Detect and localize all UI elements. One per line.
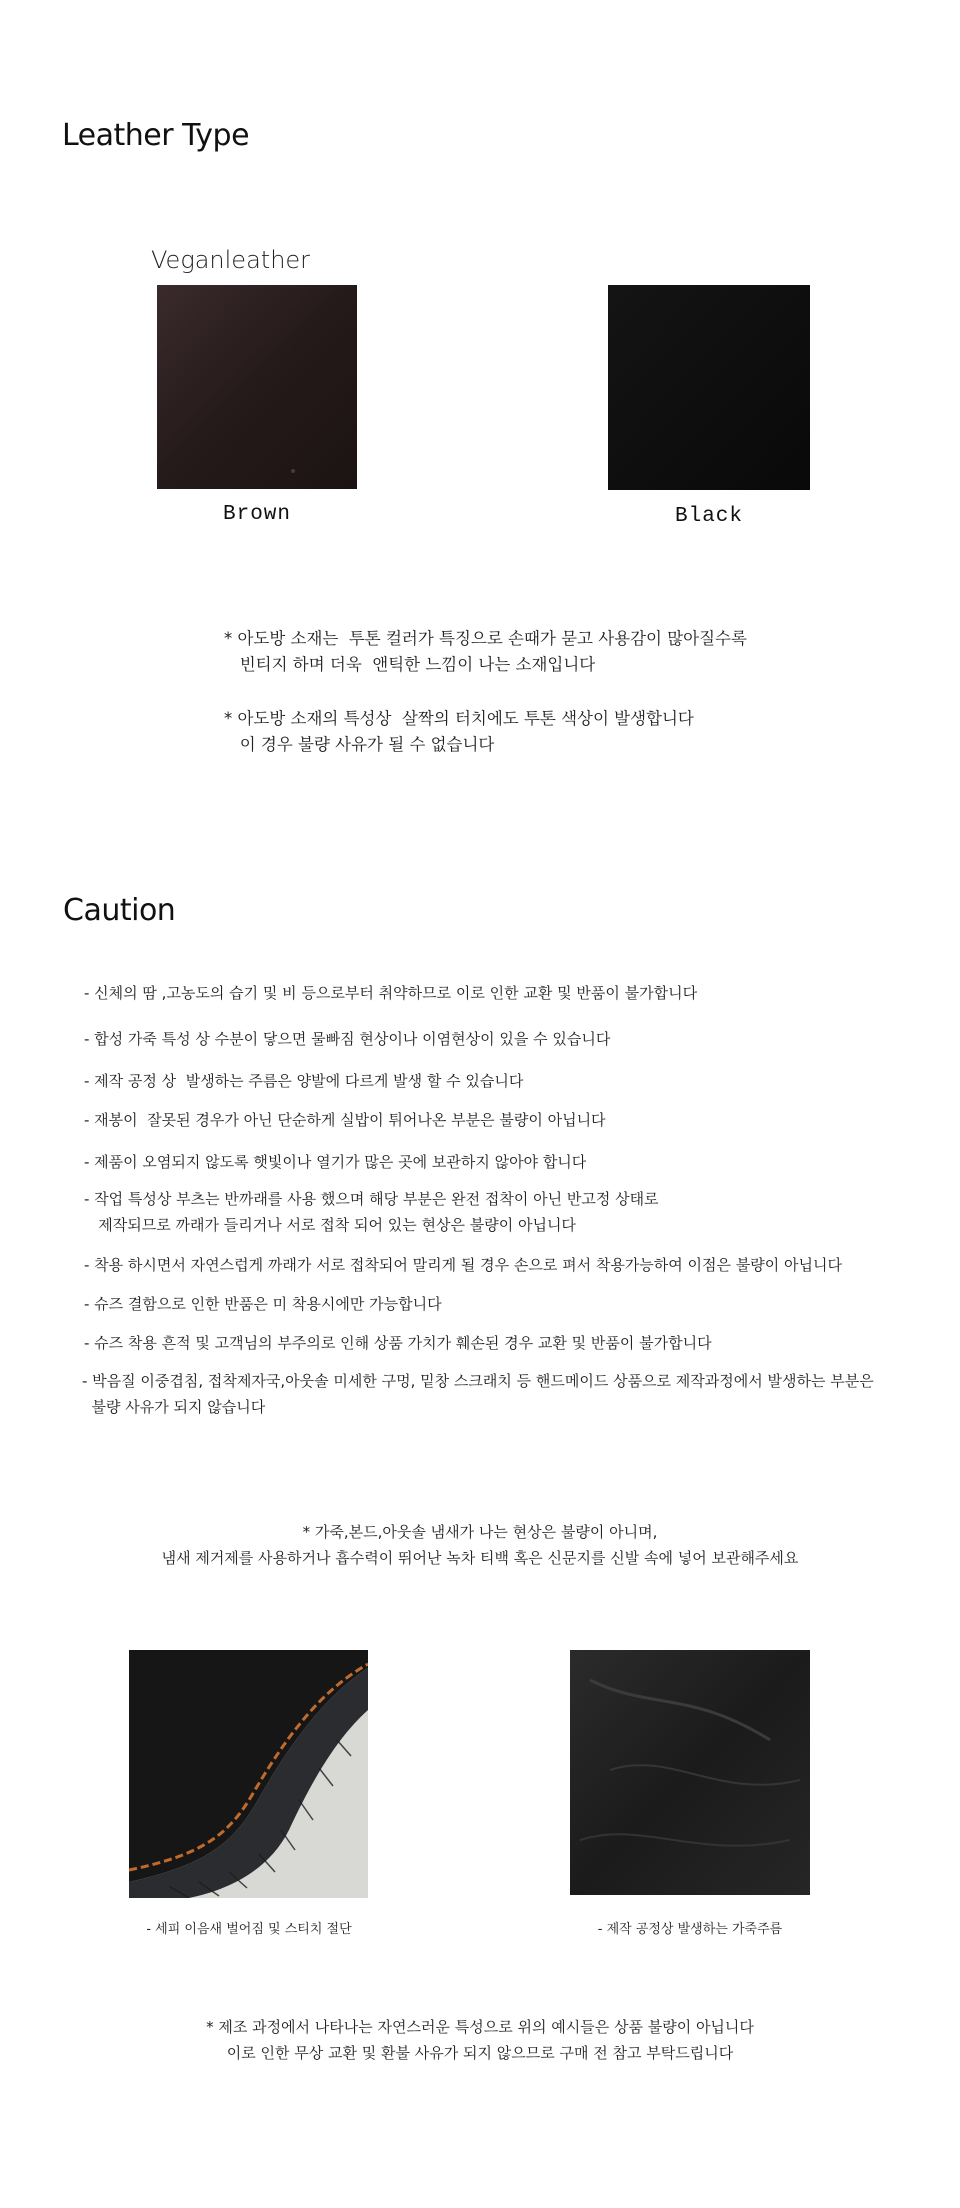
leather-note-2: * 아도방 소재의 특성상 살짝의 터치에도 투톤 색상이 발생합니다 이 경우 불량 사유가 될 수 없습니다 xyxy=(224,709,694,754)
leather-wrinkle-image xyxy=(570,1650,810,1895)
caution-item: - 작업 특성상 부츠는 반까래를 사용 했으며 해당 부분은 완전 접착이 아닌 반고정 상태로 제작되므로 까래가 들리거나 서로 접착 되어 있는 현상은 불량이 아닙니다 xyxy=(84,1190,659,1234)
caution-item: - 박음질 이중겹침, 접착제자국,아웃솔 미세한 구멍, 밑창 스크래치 등 핸드메이드 상품으로 제작과정에서 발생하는 부분은 불량 사유가 되지 않습니다 xyxy=(82,1372,874,1416)
caution-item: - 착용 하시면서 자연스럽게 까래가 서로 접착되어 말리게 될 경우 손으로 펴서 착용가능하여 이점은 불량이 아닙니다 xyxy=(84,1256,842,1274)
stitch-defect-photo xyxy=(129,1650,368,1898)
black-leather-texture xyxy=(608,285,810,490)
smell-note: * 가죽,본드,아웃솔 냄새가 나는 현상은 불량이 아니며, 냄새 제거제를 사용하거나 흡수력이 뛰어난 녹차 티백 혹은 신문지를 신발 속에 넣어 보관해주세요 xyxy=(161,1523,799,1567)
footer-note: * 제조 과정에서 나타나는 자연스러운 특성으로 위의 예시들은 상품 불량이 아닙니다 이로 인한 무상 교환 및 환불 사유가 되지 않으므로 구매 전 참고 부탁드립니다 xyxy=(206,2018,754,2062)
leather-note-1: * 아도방 소재는 투톤 컬러가 특징으로 손때가 묻고 사용감이 많아질수록 빈티지 하며 더욱 앤틱한 느낌이 나는 소재입니다 xyxy=(224,629,747,674)
brown-swatch xyxy=(157,285,357,489)
black-swatch xyxy=(608,285,810,490)
boot-sole-image xyxy=(129,1650,368,1898)
leather-wrinkle-photo xyxy=(570,1650,810,1895)
caution-heading: Caution xyxy=(63,893,176,928)
black-swatch-label: Black xyxy=(674,505,743,528)
leather-type-heading: Leather Type xyxy=(62,118,250,153)
caution-item: - 합성 가죽 특성 상 수분이 닿으면 물빠짐 현상이나 이염현상이 있을 수 있습니다 xyxy=(84,1030,611,1048)
caution-item: - 재봉이 잘못된 경우가 아닌 단순하게 실밥이 튀어나온 부분은 불량이 아닙니다 xyxy=(84,1111,606,1129)
brown-swatch-label: Brown xyxy=(222,503,291,526)
caution-item: - 제품이 오염되지 않도록 햇빛이나 열기가 많은 곳에 보관하지 않아야 합니다 xyxy=(84,1153,587,1171)
vegan-leather-subheading: Veganleather xyxy=(151,246,311,274)
leather-wrinkle-caption: - 제작 공정상 발생하는 가죽주름 xyxy=(597,1922,783,1937)
caution-item: - 슈즈 결함으로 인한 반품은 미 착용시에만 가능합니다 xyxy=(84,1295,442,1313)
brown-leather-texture xyxy=(157,285,357,489)
stitch-defect-caption: - 세피 이음새 벌어짐 및 스티치 절단 xyxy=(146,1922,352,1937)
caution-item: - 제작 공정 상 발생하는 주름은 양발에 다르게 발생 할 수 있습니다 xyxy=(84,1072,524,1090)
caution-item: - 슈즈 착용 흔적 및 고객님의 부주의로 인해 상품 가치가 훼손된 경우 교환 및 반품이 불가합니다 xyxy=(84,1334,712,1352)
caution-item: - 신체의 땀 ,고농도의 습기 및 비 등으로부터 취약하므로 이로 인한 교환 및 반품이 불가합니다 xyxy=(84,984,698,1002)
